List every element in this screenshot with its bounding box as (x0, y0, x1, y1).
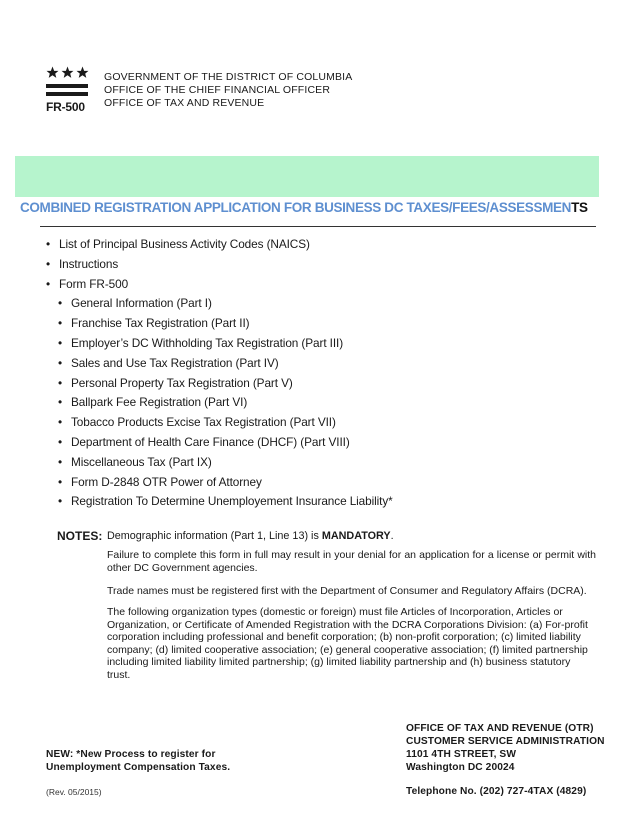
list-item-text: List of Principal Business Activity Codes (NAICS) (59, 237, 310, 251)
list-item (40, 275, 600, 295)
bullet: • (58, 355, 63, 370)
star-icon (76, 66, 89, 79)
list-item (40, 413, 600, 433)
list-item (40, 354, 600, 374)
list-item-text: Form D-2848 OTR Power of Attorney (71, 474, 262, 489)
new-process-line: Unemployment Compensation Taxes. (46, 762, 231, 773)
bullet: • (58, 474, 63, 489)
new-process-line: NEW: *New Process to register for (46, 749, 216, 760)
list-item (40, 334, 600, 354)
bullet: • (58, 296, 63, 311)
list-item (40, 314, 600, 334)
page-title-tail: TS (571, 200, 588, 215)
bullet: • (46, 237, 51, 251)
list-item-text: Personal Property Tax Registration (Part V) (71, 375, 293, 390)
otr-phone: Telephone No. (202) 727-4TAX (4829) (406, 786, 587, 797)
bullet: • (58, 494, 63, 509)
agency-line: OFFICE OF TAX AND REVENUE (104, 97, 265, 109)
list-item (40, 235, 600, 255)
list-item (40, 433, 600, 453)
list-item (40, 255, 600, 275)
bullet: • (58, 375, 63, 390)
bullet: • (58, 316, 63, 331)
star-icon (46, 66, 59, 79)
notes-mandatory-suffix: . (390, 530, 394, 542)
title-highlight-band (15, 156, 599, 197)
list-item-text: Sales and Use Tax Registration (Part IV) (71, 355, 279, 370)
list-item (40, 453, 600, 473)
list-item-text: Registration To Determine Unemployement Insurance Liability* (71, 494, 393, 509)
new-process-note (46, 748, 230, 774)
contents-list (40, 235, 600, 512)
list-item-text: Instructions (59, 256, 119, 271)
list-item-text: Ballpark Fee Registration (Part VI) (71, 395, 248, 410)
otr-address-line: 1101 4TH STREET, SW (406, 749, 517, 760)
flag-bar-top (46, 84, 88, 88)
list-item (40, 294, 600, 314)
list-item-text: Form FR-500 (59, 276, 129, 291)
notes-label: NOTES: (57, 529, 103, 543)
notes-mandatory-word: MANDATORY (321, 530, 391, 542)
list-item (40, 374, 600, 394)
list-item-text: Franchise Tax Registration (Part II) (71, 316, 250, 331)
title-divider (40, 226, 596, 227)
otr-address-block (406, 722, 605, 774)
otr-address-line: Washington DC 20024 (406, 762, 515, 773)
list-item (40, 473, 600, 493)
form-number: FR-500 (46, 100, 85, 114)
star-icon (61, 66, 74, 79)
agency-line: GOVERNMENT OF THE DISTRICT OF COLUMBIA (104, 71, 353, 83)
list-item-text: General Information (Part I) (71, 296, 212, 311)
notes-paragraph: The following organization types (domestic or foreign) must file Articles of Incorporation, Articles or Organization, or Certificate of Amended Registration with the DCRA Corporations Division: (a) For-profit corporation including professional and benefit corporation; (b) non-profit corporation; (c) limited liability company; (d) limited cooperative association; (e) general cooperative association; (f) limited partnership including limited liability limited partnership; (g) limited liability partnership and (h) business statutory trust. (107, 606, 588, 681)
bullet: • (58, 335, 63, 350)
list-item-text: Department of Health Care Finance (DHCF) (Part VIII) (71, 434, 350, 449)
page-title (20, 200, 640, 215)
agency-line: OFFICE OF THE CHIEF FINANCIAL OFFICER (104, 84, 331, 96)
page-title-main: COMBINED REGISTRATION APPLICATION FOR BUSINESS DC TAXES/FEES/ASSESSMEN (20, 200, 572, 215)
list-item-text: Tobacco Products Excise Tax Registration (Part VII) (71, 415, 336, 430)
bullet: • (58, 434, 63, 449)
list-item (40, 492, 600, 512)
flag-bar-bottom (46, 92, 88, 96)
agency-block (104, 71, 352, 110)
otr-address-line: OFFICE OF TAX AND REVENUE (OTR) (406, 723, 594, 734)
bullet: • (58, 454, 63, 469)
dc-logo (46, 66, 92, 114)
bullet: • (46, 256, 51, 271)
bullet: • (58, 395, 63, 410)
bullet: • (58, 415, 63, 430)
bullet: • (46, 276, 51, 291)
notes-mandatory-prefix: Demographic information (Part 1, Line 13) is (107, 530, 322, 542)
list-item (40, 393, 600, 413)
notes-paragraph: Trade names must be registered first with the Department of Consumer and Regulatory Affairs (DCRA). (107, 585, 587, 597)
list-item-text: Miscellaneous Tax (Part IX) (71, 454, 212, 469)
otr-address-line: CUSTOMER SERVICE ADMINISTRATION (406, 736, 605, 747)
dc-flag-stars-icon (46, 66, 92, 80)
notes-mandatory-line (107, 530, 394, 542)
notes-paragraph: Failure to complete this form in full may result in your denial for an application for a license or permit with other DC Government agencies. (107, 549, 596, 574)
revision-date: (Rev. 05/2015) (46, 787, 102, 797)
list-item-text: Employer’s DC Withholding Tax Registration (Part III) (71, 335, 344, 350)
